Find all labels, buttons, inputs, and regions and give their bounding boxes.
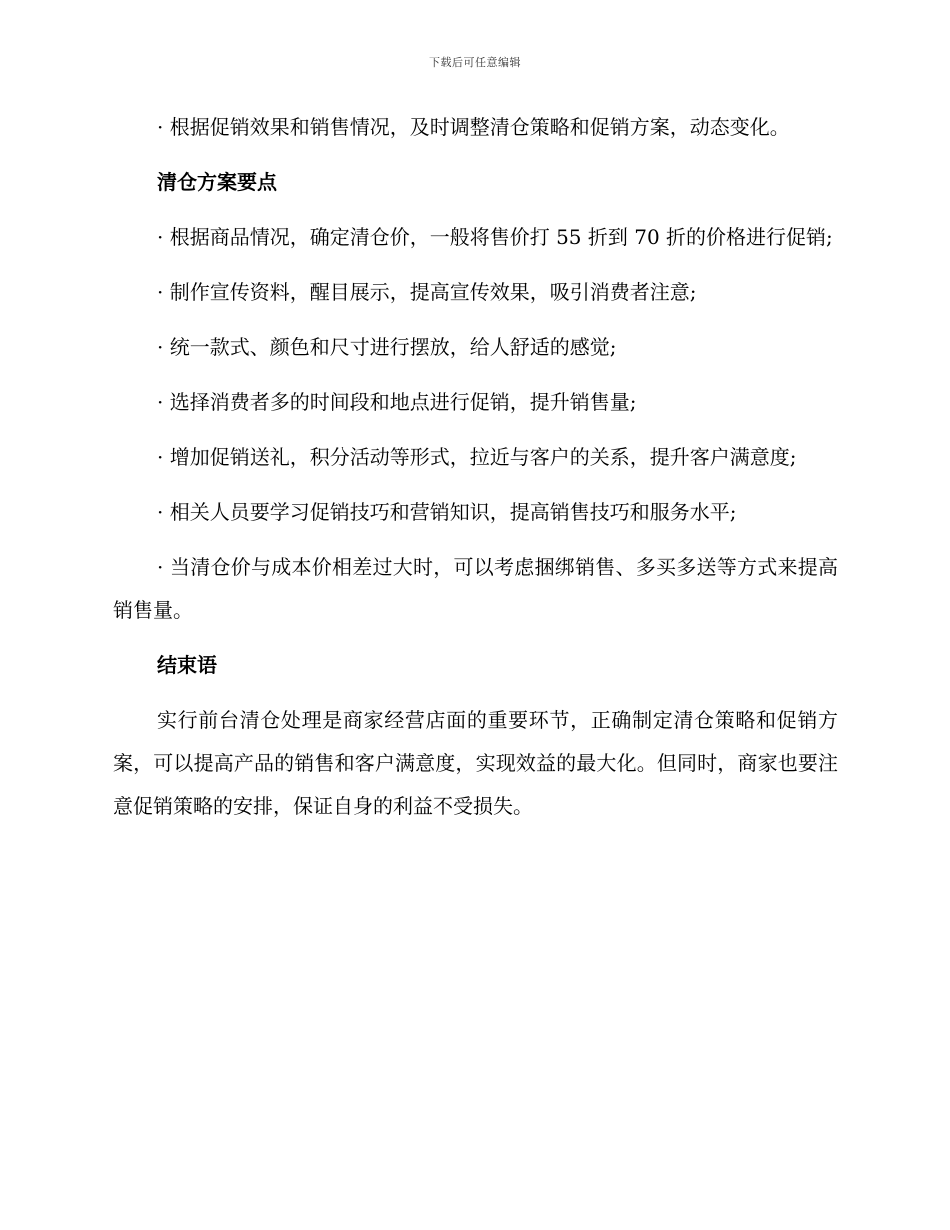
list-item: · 当清仓价与成本价相差过大时，可以考虑捆绑销售、多买多送等方式来提高销售量。 [113,555,838,622]
list-item: · 统一款式、颜色和尺寸进行摆放，给人舒适的感觉; [157,335,617,359]
paragraph-adjust-strategy: · 根据促销效果和销售情况，及时调整清仓策略和促销方案，动态变化。 [157,115,790,139]
heading-conclusion: 结束语 [157,653,217,677]
list-item: · 增加促销送礼，积分活动等形式，拉近与客户的关系，提升客户满意度; [157,445,797,469]
list-item: · 相关人员要学习促销技巧和营销知识，提高销售技巧和服务水平; [157,500,737,524]
header-note: 下载后可任意编辑 [429,56,521,69]
list-item: · 根据商品情况，确定清仓价，一般将售价打 55 折到 70 折的价格进行促销; [157,225,833,249]
list-item: · 选择消费者多的时间段和地点进行促销，提升销售量; [157,390,637,414]
heading-clearance-plan: 清仓方案要点 [157,170,277,194]
paragraph-conclusion: 实行前台清仓处理是商家经营店面的重要环节，正确制定清仓策略和促销方案，可以提高产品的销售和客户满意度，实现效益的最大化。但同时，商家也要注意促销策略的安排，保证自身的利益不受损失。 [113,708,838,818]
list-item: · 制作宣传资料，醒目展示，提高宣传效果，吸引消费者注意; [157,280,697,304]
document-body [113,106,838,840]
